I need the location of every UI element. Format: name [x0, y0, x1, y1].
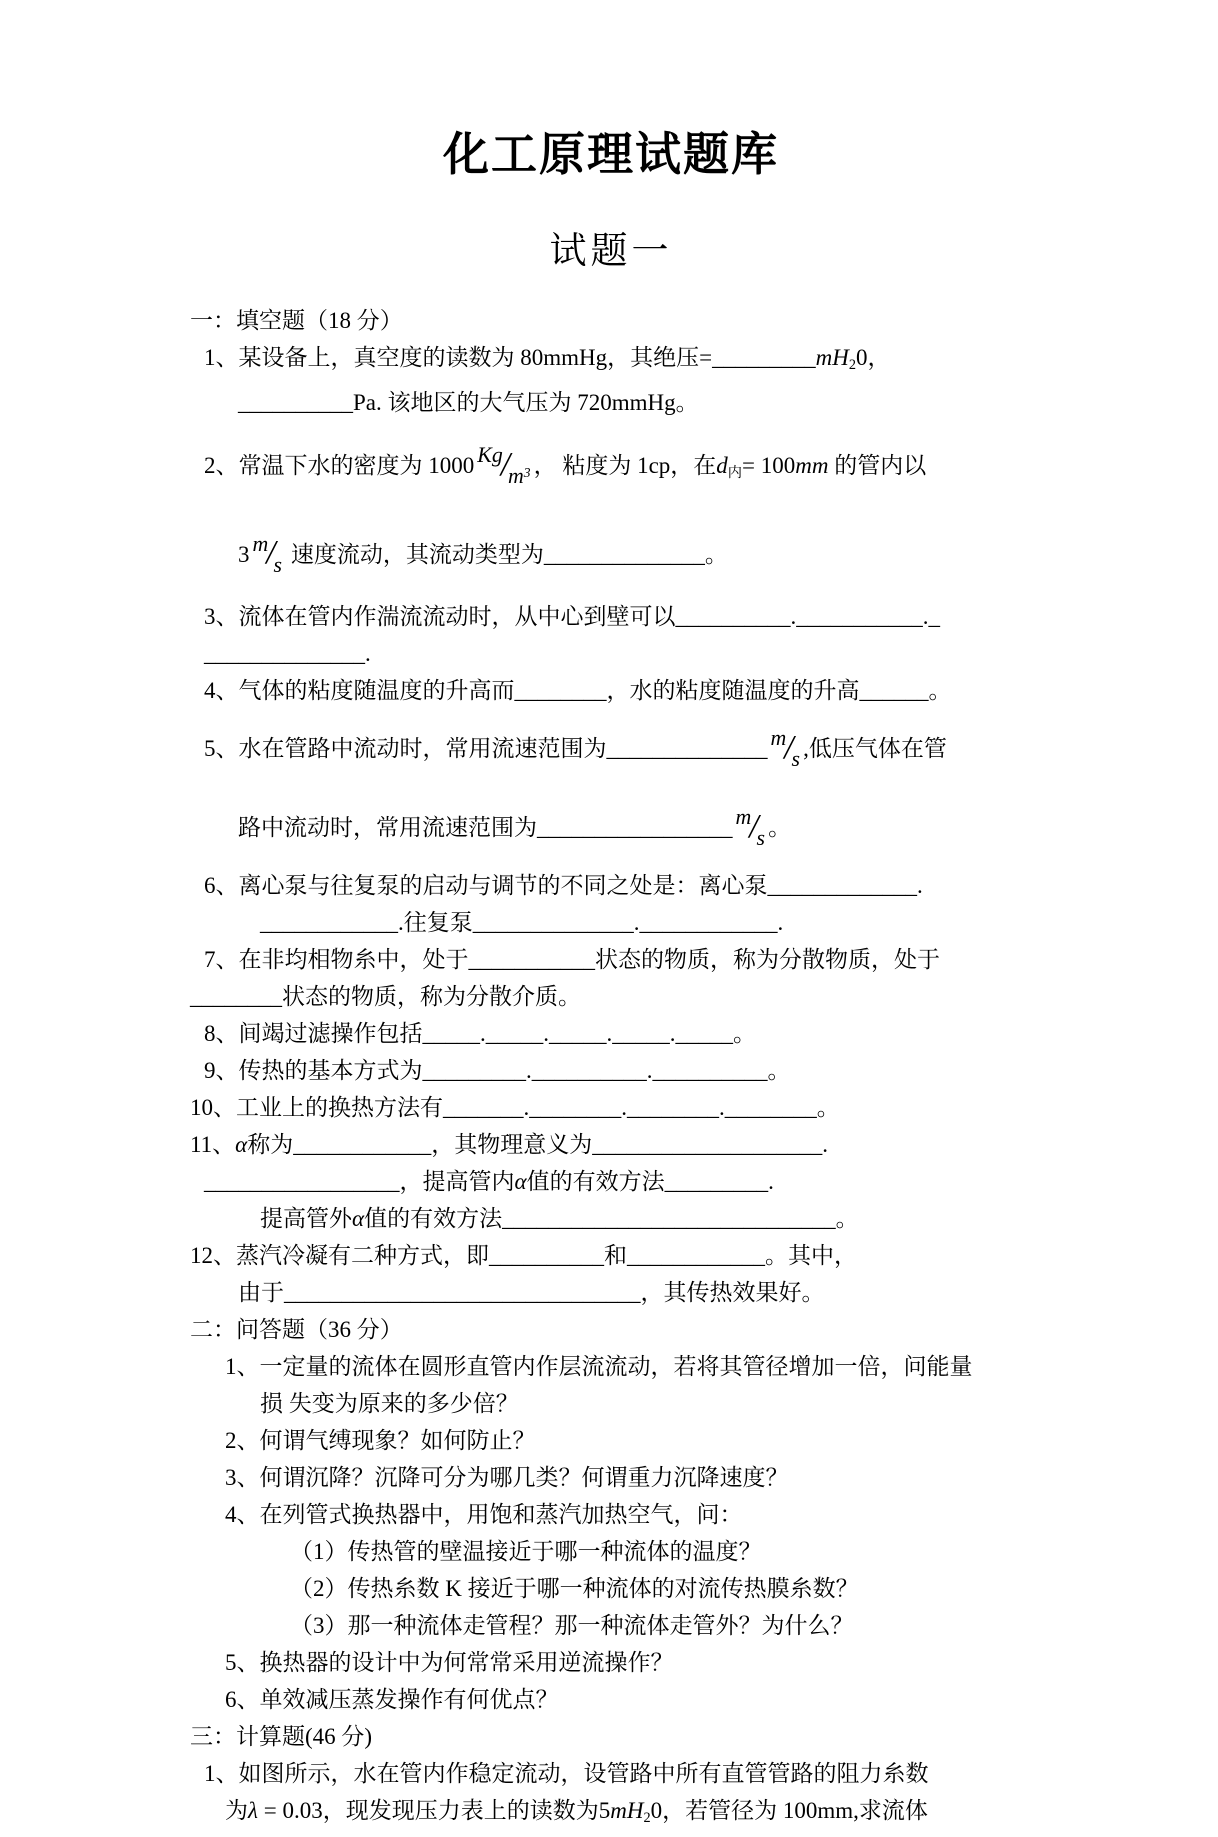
text-run: 0 — [855, 345, 868, 370]
fraction-denominator: s — [756, 825, 766, 850]
document-title: 化工原理试题库 — [443, 128, 779, 180]
s2-q4-line: 4、在列管式换热器中，用饱和蒸汽加热空气，问： — [225, 1501, 743, 1527]
fraction-kg-m3 — [477, 421, 530, 510]
text-run: 11、 — [190, 1131, 236, 1157]
fraction-numerator: m — [735, 805, 752, 830]
s2-q3-line: 3、何谓沉降？沉降可分为哪几类？何谓重力沉降速度？ — [225, 1464, 789, 1490]
text-run: = 100 — [742, 452, 796, 478]
text-run: mH — [610, 1797, 644, 1823]
text-run: 1、某设备上，真空度的读数为 80mmHg，其绝压=_________ — [204, 345, 816, 370]
fraction-numerator: Kg — [477, 442, 503, 467]
superscript: 3 — [523, 464, 531, 480]
mh2o-formula — [610, 1797, 651, 1826]
s2-q1-line2: 损 失变为原来的多少倍？ — [260, 1390, 519, 1416]
s1-q3-line2: ______________. — [204, 641, 371, 667]
fraction-slash: / — [500, 445, 511, 483]
fraction-m-s — [771, 709, 801, 788]
text-run: 3 — [238, 541, 250, 567]
mh2o-formula — [815, 345, 868, 373]
text-run: 称为____________，其物理意义为____________________. — [247, 1131, 828, 1157]
text-run: 提高管外 — [260, 1205, 352, 1231]
s2-q6-line: 6、单效减压蒸发操作有何优点？ — [225, 1686, 559, 1712]
s2-q4-sub3: （3）那一种流体走管程？那一种流体走管外？为什么？ — [290, 1612, 854, 1638]
s1-q3-line1: 3、流体在管内作湍流流动时，从中心到壁可以__________.___________._ — [204, 604, 940, 630]
s2-q1-line1: 1、一定量的流体在圆形直管内作层流流动，若将其管径增加一倍，问能量 — [225, 1353, 973, 1379]
text-run: 为 — [225, 1797, 248, 1823]
text-run: 2、常温下水的密度为 1000 — [204, 452, 475, 478]
s1-q10-line: 10、工业上的换热方法有_______.________.________.________。 — [190, 1094, 840, 1120]
s1-q12-line1: 12、蒸汽冷凝有二种方式，即__________和____________。其中， — [190, 1242, 857, 1268]
d-inner-symbol: d — [716, 452, 728, 478]
subscript: 2 — [848, 356, 856, 373]
s2-q2-line: 2、何谓气缚现象？如何防止？ — [225, 1427, 536, 1453]
subscript: 2 — [643, 1809, 651, 1826]
fraction-m-s — [253, 510, 283, 599]
fraction-slash: / — [266, 534, 276, 572]
s2-q5-line: 5、换热器的设计中为何常常采用逆流操作？ — [225, 1649, 674, 1675]
text-run: mH — [815, 345, 849, 370]
s1-q11-line1 — [190, 1126, 1032, 1163]
s1-q2-line2 — [238, 510, 1032, 599]
text-run: 值的有效方法_____________________________。 — [364, 1205, 859, 1231]
alpha-symbol: α — [514, 1168, 527, 1194]
s1-q2-line1 — [204, 421, 1032, 510]
s1-q4-line: 4、气体的粘度随温度的升高而________，水的粘度随温度的升高______。 — [204, 678, 952, 704]
s2-q4-sub2: （2）传热糸数 K 接近于哪一种流体的对流传热膜糸数？ — [290, 1575, 859, 1601]
fraction-denominator: s — [791, 747, 801, 772]
fraction-m-s — [736, 788, 766, 867]
text-run: 。 — [768, 815, 792, 841]
s1-q12-line2: 由于_______________________________，其传热效果好。 — [238, 1279, 825, 1305]
section3-heading: 三：计算题(46 分) — [190, 1723, 373, 1749]
subscript: 内 — [727, 464, 743, 481]
text-run: = 0.03，现发现压力表上的读数为5 — [257, 1797, 611, 1823]
s1-q11-line3 — [260, 1200, 1032, 1237]
text-run: m — [508, 463, 524, 488]
text-run: 速度流动，其流动类型为______________。 — [285, 541, 728, 567]
lambda-symbol: λ — [248, 1797, 258, 1823]
text-run: _________________，提高管内 — [204, 1168, 515, 1194]
text-run: ， 粘度为 1cp，在 — [533, 452, 717, 478]
s1-q6-line2: ____________.往复泵______________.____________. — [260, 909, 784, 935]
text-run: 的管内以 — [828, 452, 927, 478]
s1-q7-line1: 7、在非均相物糸中，处于___________状态的物质，称为分散物质，处于 — [204, 946, 940, 972]
s3-q1-line2 — [225, 1792, 1032, 1837]
text-run: 路中流动时，常用流速范围为_________________ — [238, 815, 733, 841]
text-run: ,低压气体在管 — [803, 736, 947, 762]
text-run: ， — [867, 345, 891, 370]
fraction-slash: / — [749, 807, 759, 845]
fraction-numerator: m — [770, 726, 787, 751]
s1-q7-line2: ________状态的物质，称为分散介质。 — [190, 983, 581, 1009]
s1-q9-line: 9、传热的基本方式为_________.__________.__________。 — [204, 1057, 791, 1083]
s2-q4-sub1: （1）传热管的壁温接近于哪一种流体的温度？ — [290, 1538, 762, 1564]
fraction-denominator: s — [273, 552, 283, 577]
s1-q5-line1 — [204, 709, 1032, 788]
s1-q5-line2 — [238, 788, 1032, 867]
paper-title: 试题一 — [549, 231, 673, 272]
s1-q1-line1 — [204, 339, 1032, 384]
section2-heading: 二：问答题（36 分） — [190, 1316, 403, 1342]
s1-q1-line2: __________Pa. 该地区的大气压为 720mmHg。 — [238, 389, 699, 415]
text-run: 5、水在管路中流动时，常用流速范围为______________ — [204, 736, 768, 762]
fraction-denominator — [508, 464, 531, 488]
text-run: 值的有效方法_________. — [526, 1168, 774, 1194]
s3-q1-line1: 1、如图所示，水在管内作稳定流动，设管路中所有直管管路的阻力糸数 — [204, 1760, 929, 1786]
s1-q6-line1: 6、离心泵与往复泵的启动与调节的不同之处是：离心泵_____________. — [204, 872, 923, 898]
alpha-symbol: α — [235, 1131, 248, 1157]
text-run: 0，若管径为 100mm,求流体 — [650, 1797, 928, 1823]
s1-q8-line: 8、间竭过滤操作包括_____._____._____._____._____。 — [204, 1020, 756, 1046]
text-run: mm — [795, 452, 829, 478]
fraction-slash: / — [784, 729, 794, 767]
section1-heading: 一：填空题（18 分） — [190, 308, 403, 333]
s1-q11-line2 — [204, 1163, 1032, 1200]
fraction-numerator: m — [252, 531, 269, 556]
alpha-symbol: α — [352, 1205, 365, 1231]
